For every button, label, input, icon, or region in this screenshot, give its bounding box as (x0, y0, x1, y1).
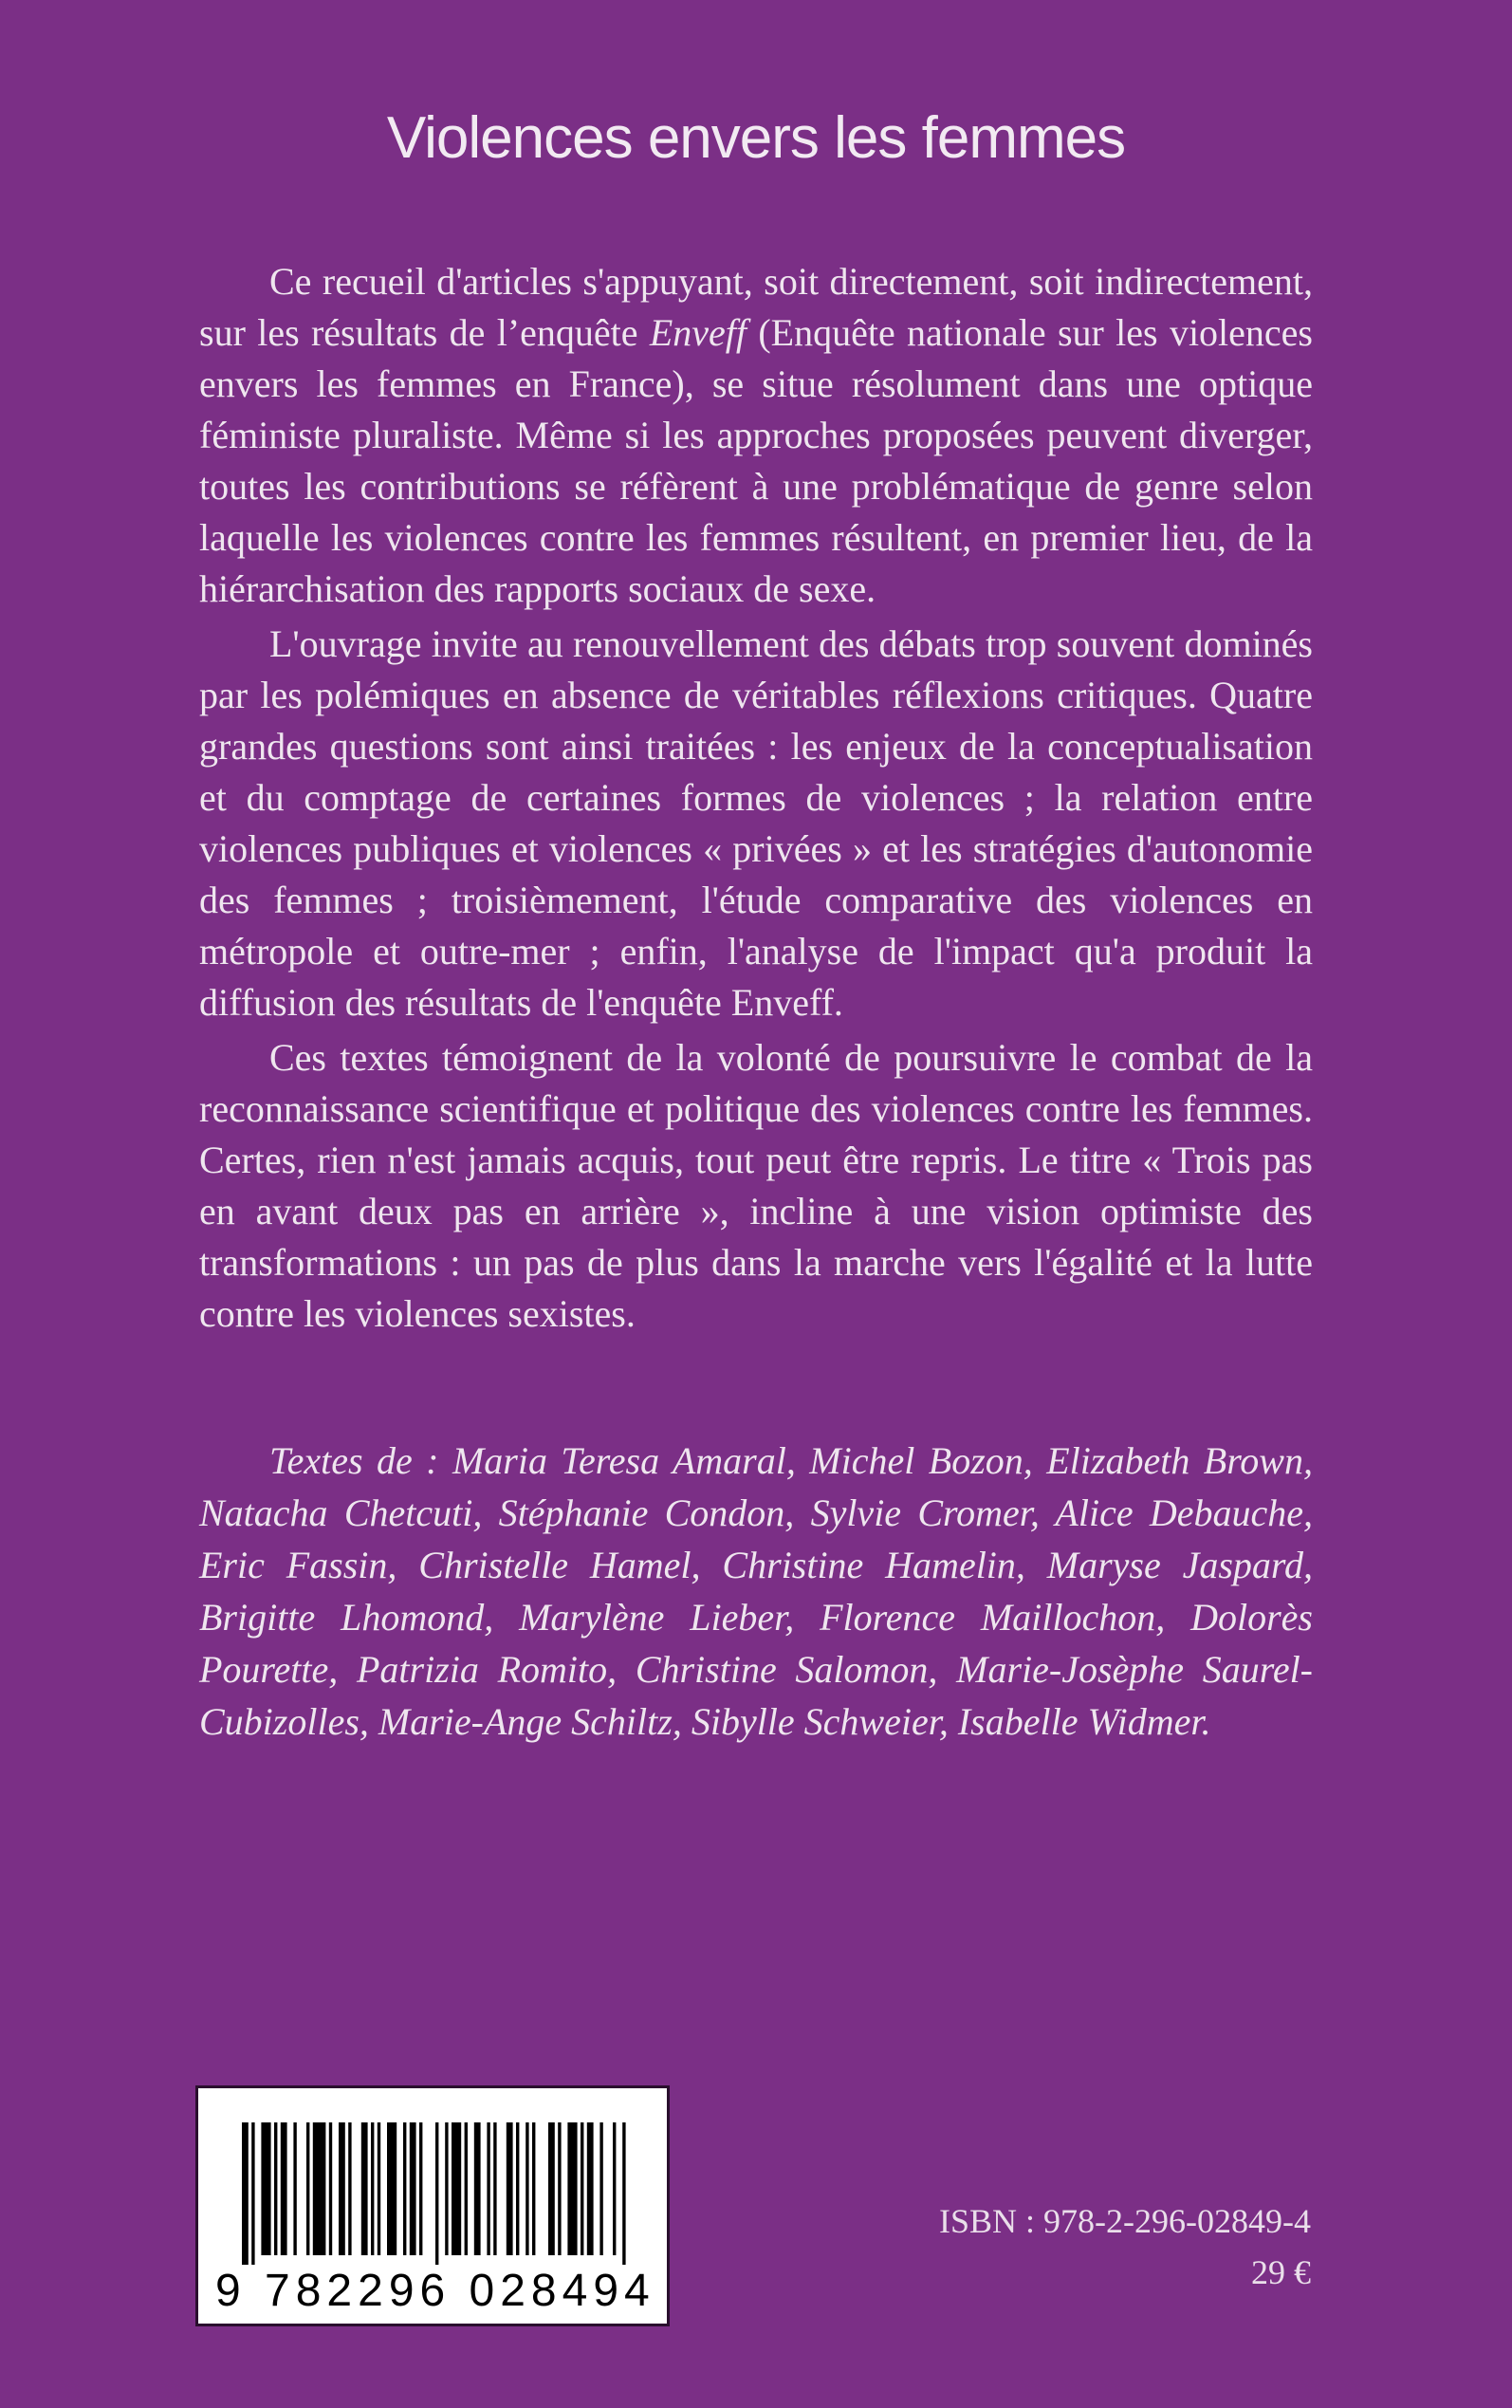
isbn-number: ISBN : 978-2-296-02849-4 (939, 2202, 1311, 2240)
paragraph-1-end: (Enquête nationale sur les violences envers les femmes en France), se situe résolument dans une optique féministe pluraliste. Même si les approches proposées peuvent diverger, toutes les contributions se réfèrent à une problématique de genre selon laquelle les violences contre les femmes résultent, en premier lieu, de la hiérarchisation des rapports sociaux de sexe. (199, 311, 1313, 610)
summary-paragraph-2: L'ouvrage invite au renouvellement des débats trop souvent dominés par les polémiques en absence de véritables réflexions critiques. Quatre grandes questions sont ainsi traitées : les enjeux de la conceptualisation et du comptage de certaines formes de violences ; la relation entre violences publiques et violences « privées » et les stratégies d'autonomie des femmes ; troisièmement, l'étude comparative des violences en métropole et outre-mer ; enfin, l'analyse de l'impact qu'a produit la diffusion des résultats de l'enquête Enveff. (199, 622, 1313, 1024)
survey-name: Enveff (649, 311, 747, 354)
barcode-bar (599, 2122, 602, 2255)
barcode-bar (474, 2122, 481, 2255)
barcode-bar (622, 2122, 625, 2265)
price: 29 € (1251, 2253, 1311, 2291)
book-title: Violences envers les femmes (386, 105, 1126, 171)
summary-paragraph-1 (199, 256, 1313, 615)
barcode-bar (371, 2122, 374, 2255)
barcode-bar (242, 2122, 249, 2265)
barcode-bar (587, 2122, 594, 2255)
barcode-bar (558, 2122, 561, 2255)
barcode-bar (581, 2122, 583, 2255)
barcode-bar (532, 2122, 535, 2255)
authors-text: Textes de : Maria Teresa Amaral, Michel Bozon, Elizabeth Brown, Natacha Chetcuti, Stéphanie Condon, Sylvie Cromer, Alice Debauche, Eric Fassin, Christelle Hamel, Christine Hamelin, Maryse Jaspard, Brigitte Lhomond, Marylène Lieber, Florence Maillochon, Dolorès Pourette, Patrizia Romito, Christine Salomon, Marie-Josèphe Saurel-Cubizolles, Marie-Ange Schiltz, Sibylle Schweier, Isabelle Widmer. (199, 1439, 1313, 1743)
barcode-digits: 9 782296 028494 (215, 2266, 655, 2316)
barcode-bar (306, 2122, 309, 2255)
barcode-bar (452, 2122, 461, 2255)
authors-list (199, 1435, 1313, 1748)
barcode-bar (329, 2122, 332, 2255)
barcode-bar (487, 2122, 489, 2255)
barcode-bar (548, 2122, 555, 2255)
barcode-bar (493, 2122, 496, 2255)
barcode-bar (313, 2122, 326, 2255)
barcode (195, 2085, 670, 2326)
barcode-bar (281, 2122, 287, 2255)
barcode-bar (613, 2122, 616, 2255)
barcode-bar (261, 2122, 270, 2255)
barcode-bar (339, 2122, 345, 2255)
summary-paragraph-3: Ces textes témoignent de la volonté de poursuivre le combat de la reconnaissance scientifique et politique des violences contre les femmes. Certes, rien n'est jamais acquis, tout peut être repris. Le titre « Trois pas en avant deux pas en arrière », incline à une vision optimiste des transformations : un pas de plus dans la marche vers l'égalité et la lutte contre les violences sexistes. (199, 1036, 1313, 1335)
paragraph-1-start: Ce recueil d'articles s'appuyant, soit directement, soit indirectement, sur les résultats de l’enquête (199, 260, 1313, 354)
barcode-bar (445, 2122, 448, 2255)
barcode-bar (378, 2122, 380, 2255)
barcode-bar (507, 2122, 513, 2255)
barcode-bar (410, 2122, 416, 2255)
barcode-bar (348, 2122, 351, 2255)
barcode-bar (387, 2122, 396, 2255)
barcode-bar (526, 2122, 528, 2255)
barcode-bar (465, 2122, 468, 2255)
barcode-bar (516, 2122, 519, 2255)
summary-text (199, 256, 1313, 1343)
barcode-bar (293, 2122, 296, 2255)
barcode-bar (435, 2122, 438, 2265)
barcode-bar (251, 2122, 254, 2265)
barcode-bar (567, 2122, 577, 2255)
barcode-bar (403, 2122, 406, 2255)
barcode-bar (419, 2122, 422, 2255)
barcode-bar (274, 2122, 277, 2255)
barcode-bar (361, 2122, 368, 2255)
